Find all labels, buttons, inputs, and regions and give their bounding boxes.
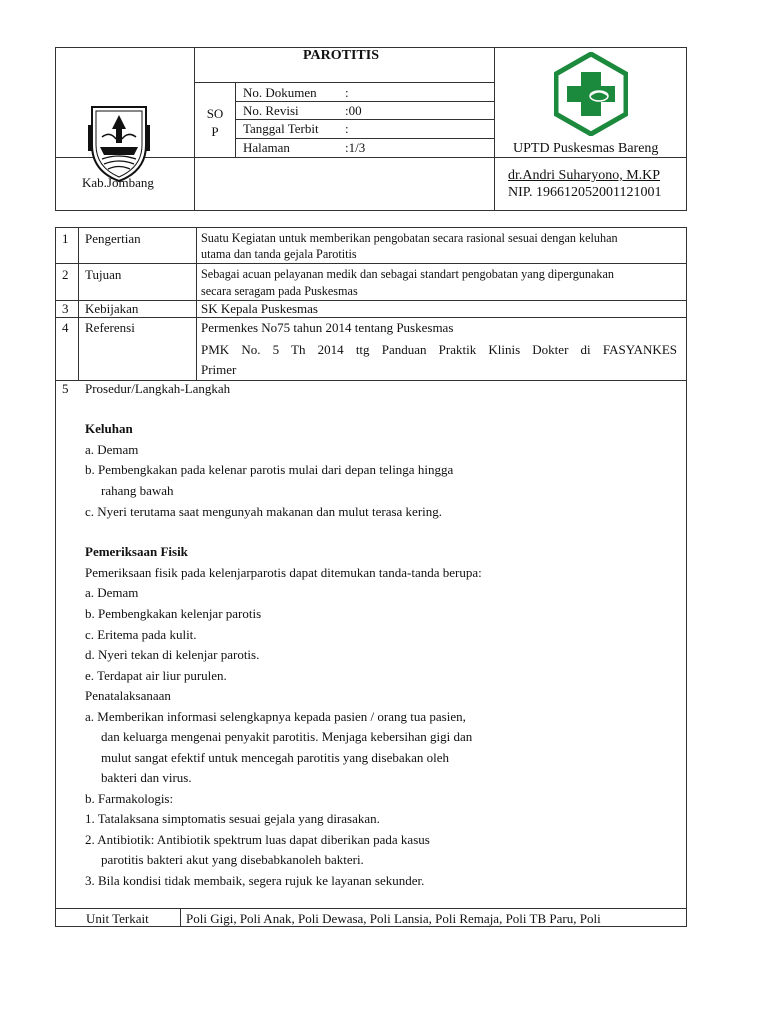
penatalaksanaan-heading: Penatalaksanaan bbox=[85, 688, 171, 703]
section-text: SK Kepala Puskesmas bbox=[201, 301, 318, 316]
fisik-heading: Pemeriksaan Fisik bbox=[85, 544, 188, 559]
list-item: c. Nyeri terutama saat mengunyah makanan dan mulut terasa kering. bbox=[85, 504, 443, 519]
list-item: b. Farmakologis: bbox=[85, 791, 174, 806]
section-label-pengertian: Pengertian bbox=[85, 231, 141, 246]
puskesmas-logo-icon bbox=[554, 52, 628, 136]
document-title: PAROTITIS bbox=[303, 48, 379, 63]
section-label-tujuan: Tujuan bbox=[85, 267, 122, 282]
section-text: PMK No. 5 Th 2014 ttg Panduan Praktik Klinis Dokter di FASYANKES bbox=[201, 342, 677, 357]
list-item: e. Terdapat air liur purulen. bbox=[85, 668, 227, 683]
list-item: bakteri dan virus. bbox=[101, 770, 192, 785]
list-item: 1. Tatalaksana simptomatis sesuai gejala yang dirasakan. bbox=[85, 811, 380, 826]
list-item: 2. Antibiotik: Antibiotik spektrum luas dapat diberikan pada kasus bbox=[85, 832, 430, 847]
unit-terkait-label: Unit Terkait bbox=[86, 911, 149, 926]
section-label-referensi: Referensi bbox=[85, 320, 135, 335]
issue-date-value: : bbox=[345, 121, 349, 136]
page-value: :1/3 bbox=[345, 140, 366, 155]
section-number: 2 bbox=[62, 267, 69, 282]
fisik-intro: Pemeriksaan fisik pada kelenjarparotis dapat ditemukan tanda-tanda berupa: bbox=[85, 565, 482, 580]
doc-number-value: : bbox=[345, 85, 349, 100]
doc-number-label: No. Dokumen bbox=[243, 85, 317, 100]
list-item: b. Pembengkakan pada kelenar parotis mulai dari depan telinga hingga bbox=[85, 462, 454, 477]
revision-label: No. Revisi bbox=[243, 103, 299, 118]
section-number: 3 bbox=[62, 301, 69, 316]
section-text: utama dan tanda gejala Parotitis bbox=[201, 247, 357, 261]
section-text: Suatu Kegiatan untuk memberikan pengobatan secara rasional sesuai dengan keluhan bbox=[201, 231, 618, 245]
section-number: 1 bbox=[62, 231, 69, 246]
list-item: a. Demam bbox=[85, 442, 139, 457]
list-item: mulut sangat efektif untuk mencegah parotitis yang disebakan oleh bbox=[101, 750, 450, 765]
list-item: b. Pembengkakan kelenjar parotis bbox=[85, 606, 262, 621]
keluhan-heading: Keluhan bbox=[85, 421, 133, 436]
signer-nip: NIP. 196612052001121001 bbox=[508, 185, 662, 200]
list-item: parotitis bakteri akut yang disebabkanoleh bakteri. bbox=[101, 852, 364, 867]
list-item: c. Eritema pada kulit. bbox=[85, 627, 197, 642]
section-text: Sebagai acuan pelayanan medik dan sebagai standart pengobatan yang dipergunakan bbox=[201, 267, 614, 281]
signer-name: dr.Andri Suharyono, M.KP bbox=[508, 168, 661, 183]
issue-date-label: Tanggal Terbit bbox=[243, 121, 319, 136]
sop-label: SO P bbox=[206, 106, 224, 139]
organization-name: UPTD Puskesmas Bareng bbox=[513, 141, 659, 156]
list-item: a. Memberikan informasi selengkapnya kepada pasien / orang tua pasien, bbox=[85, 709, 466, 724]
list-item: dan keluarga mengenai penyakit parotitis. Menjaga kebersihan gigi dan bbox=[101, 729, 473, 744]
list-item: d. Nyeri tekan di kelenjar parotis. bbox=[85, 647, 260, 662]
page-label: Halaman bbox=[243, 140, 290, 155]
regency-seal-icon bbox=[86, 103, 152, 183]
section-label-prosedur: Prosedur/Langkah-Langkah bbox=[85, 381, 231, 396]
section-text: Permenkes No75 tahun 2014 tentang Puskesmas bbox=[201, 320, 454, 335]
section-text: secara seragam pada Puskesmas bbox=[201, 284, 358, 298]
list-item: rahang bawah bbox=[101, 483, 174, 498]
section-number: 5 bbox=[62, 381, 69, 396]
section-text: Primer bbox=[201, 362, 237, 377]
list-item: 3. Bila kondisi tidak membaik, segera rujuk ke layanan sekunder. bbox=[85, 873, 425, 888]
section-label-kebijakan: Kebijakan bbox=[85, 301, 139, 316]
section-number: 4 bbox=[62, 320, 69, 335]
list-item: a. Demam bbox=[85, 585, 139, 600]
regency-label: Kab.Jombang bbox=[82, 175, 154, 190]
unit-terkait-value: Poli Gigi, Poli Anak, Poli Dewasa, Poli Lansia, Poli Remaja, Poli TB Paru, Poli bbox=[186, 911, 601, 926]
revision-value: :00 bbox=[345, 103, 362, 118]
